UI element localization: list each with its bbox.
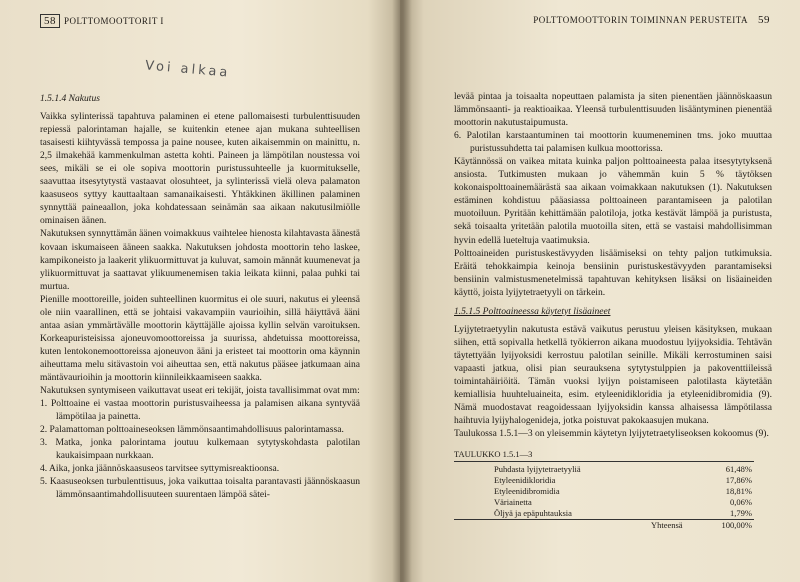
left-running-head-text: POLTTOMOOTTORIT I (64, 16, 164, 26)
table-row (454, 508, 754, 520)
paragraph: Nakutuksen synnyttämän äänen voimakkuus vaihtelee hienosta kilahtavasta äänestä kovaan iskumaiseen ääneen saakka. Nakutuksen johdosta moottorin teho laskee, kampikoneisto ja laakerit ylikuormittuvat ja kuluvat, samoin männät kuumenevat ja ylikuormittuvat ja saattavat ylikuumenemisen takia leikata kiinni, palaa puhki tai murtua. (40, 228, 360, 292)
table-cell-name: Puhdasta lyijytetraetyyliä (494, 464, 581, 475)
table-cell-value: 0,06% (730, 497, 752, 508)
list-item: 4. Aika, jonka jäännöskaasuseos tarvitsee syttymisreaktioonsa. (40, 463, 280, 475)
table-title: TAULUKKO 1.5.1—3 (454, 449, 533, 460)
paragraph: Käytännössä on vaikea mitata kuinka paljon polttoaineesta palaa itsesytytyksenä ansiosta. Tutkimusten mukaan jo vähemmän kuin 5 % täytöksen kokonaispolttoainemäärästä saa aikaan voimakkaan nakutuksen (1). Nakutuksen estäminen kohdistuu pääasiassa polttoaineen parantamiseen ja palotilan muotoiluun. Pyritään kehittämään palotiloja, jotka kestävät lämpöä ja puristusta, sekä toisaalta yritetään palotila muotoilla siten, että se vastaisi mahdollisimman hyvin edellä lueteltuja vaatimuksia. (454, 156, 772, 246)
right-running-head (430, 14, 770, 26)
list-item: 1. Polttoaine ei vastaa moottorin puristusvaiheessa ja palamisen aikana syntyvää lämpötilaa ja painetta. (40, 398, 360, 423)
list-item: 3. Matka, jonka palorintama joutuu kulkemaan sytytyskohdasta palotilan kaukaisimpaan nurkkaan. (40, 437, 360, 462)
table-cell-value: 61,48% (725, 464, 752, 475)
table-cell-value: 17,86% (725, 475, 752, 486)
right-body (454, 90, 772, 531)
table-top-rule (454, 461, 754, 462)
table-row (454, 464, 754, 475)
right-page-number: 59 (758, 14, 770, 26)
section-title-lisaaineet: 1.5.1.5 Polttoaineessa käytetyt lisäaineet (454, 305, 611, 317)
table-row (454, 486, 754, 497)
composition-table (454, 464, 754, 531)
left-body (40, 92, 360, 501)
right-running-head-text: POLTTOMOOTTORIN TOIMINNAN PERUSTEITA (533, 15, 748, 25)
list-item: 5. Kaasuseoksen turbulenttisuus, joka vaikuttaa toisalta parantavasti jäännöskaasun lämmönsaantimahdollisuuteen suurentaen lämpöä sätei- (40, 476, 360, 501)
paragraph: Pienille moottoreille, joiden suhteellinen kuormitus ei ole suuri, nakutus ei yleensä ole niin vaarallinen, että se johtaisi vakavampiin vaurioihin, sillä häiyttävä ääni antaa asian ymmärtävälle moottorin käyttäjälle ajoissa kyllin selvän varoituksen. Korkeapuristeisissa ajoneuvomoottoreissa ja suurissa, ahdetuissa moottoreissa, kuten lentokonemoottoreissa ajoneuvon ääni ja eristeet tai moottorin oma käynnin aiheuttama melu sitävastoin voi aiheuttaa sen, että nakutus pääsee jatkumaan aina mäntävaurioihin ja moottorin kiinnileikkaamiseen saakka. (40, 293, 360, 383)
left-page-number: 58 (40, 14, 60, 28)
list-item: 2. Palamattoman polttoaineseoksen lämmönsaantimahdollisuus palorintamassa. (40, 424, 344, 436)
paragraph: Polttoaineiden puristuskestävyyden lisäämiseksi on tehty paljon tutkimuksia. Eräitä tehokkaimpia keinoja bensiinin puristuskestävyyden parantamiseksi bensiinin valmistusmenetelmissä tapahtuvan kehityksen lisäksi on lisäaineiden käyttö, joista lyijytetraetyyli on tärkein. (454, 247, 772, 298)
handwritten-note: Voi alkaa (144, 58, 231, 81)
table-cell-value: 1,79% (730, 508, 752, 519)
paragraph: Taulukossa 1.5.1—3 on yleisemmin käytetyn lyijytetraetyliseoksen kokoomus (9). (454, 428, 769, 440)
paragraph: levää pintaa ja toisaalta nopeuttaen palamista ja siten pienentäen jäännöskaasun lämmönsaanti- ja reaktioaikaa. Yleensä turbulenttisuuden lisääntyminen pienentää moottorin nakutustaipumusta. (454, 91, 772, 129)
table-total-value: 100,00% (691, 520, 754, 532)
paragraph: Vaikka sylinterissä tapahtuva palaminen ei etene pallomaisesti turbulenttisuuden repiessä palorintaman hajalle, se kuitenkin etenee ajan mukana suhteellisen tasaisesti kiihtyvässä tempossa ja paine nousee, kuten aikaisemmin on mainittu, n. 2,5 ilmakehää kammenkulman astetta kohti. Paineen ja lämpötilan noustessa voi sees, mikäli se ei ole sopiva moottorin puristussuhteelle ja kuormitukselle, saavuttaa itsesytytystä vastaavat olosuhteet, ja sylinterissä vielä oleva palamaton kaasuseos syttyy kauttaaltaan samanaikaisesti. Yhtäkkinen äkillinen palaminen synnyttää paineaallon, joka kohdatessaan seinämän saa aikaan nakutusilmiölle ominaisen äänen. (40, 111, 360, 227)
left-running-head (40, 14, 360, 28)
table-cell-name: Väriainetta (494, 497, 532, 508)
table-cell-name: Etyleenidikloridia (494, 475, 556, 486)
right-page (400, 0, 800, 582)
section-title-nakutus: 1.5.1.4 Nakutus (40, 93, 100, 104)
book-gutter (392, 0, 412, 582)
table-cell-name: Öljyä ja epäpuhtauksia (494, 508, 572, 519)
table-total-row (454, 520, 754, 532)
paragraph: Lyijytetraetyylin nakutusta estävä vaikutus perustuu yleisen käsityksen, mukaan siihen, että sopivalla hetkellä työkierron aikana muodostuu lyijyoksidia. Tehtävän täytettyään lyijyoksidi kerrostuu palotilan seinille. Mikäli kerrostuminen saisi vapaasti jatkua, olisi pian seurauksena sytytystulppien ja pakoventtiileissä toimintahäiriöitä. Tämän vuoksi lyijyn poistamiseen palotilasta käytetään kemiallisia huuhteluaineita, esim. etyleenidikloridia ja etyleenidibromidia (9). Nämä muodostavat reagoidessaan lyijyoksidin kanssa alhaisessa lämpötilassa haihtuvia lyijyhalogenideja, jotka poistuvat pakokaasujen mukana. (454, 323, 772, 427)
table-cell-value: 18,81% (725, 486, 752, 497)
table-row (454, 475, 754, 486)
list-item: 6. Palotilan karstaantuminen tai moottorin kuumeneminen tms. joko muuttaa puristussuhdetta tai palamisen kulkua moottorissa. (454, 130, 772, 155)
table-cell-name: Etyleenidibromidia (494, 486, 560, 497)
table-row (454, 497, 754, 508)
paragraph: Nakutuksen syntymiseen vaikuttavat useat eri tekijät, joista tavallisimmat ovat mm: (40, 385, 360, 397)
table-total-label: Yhteensä (454, 520, 691, 532)
